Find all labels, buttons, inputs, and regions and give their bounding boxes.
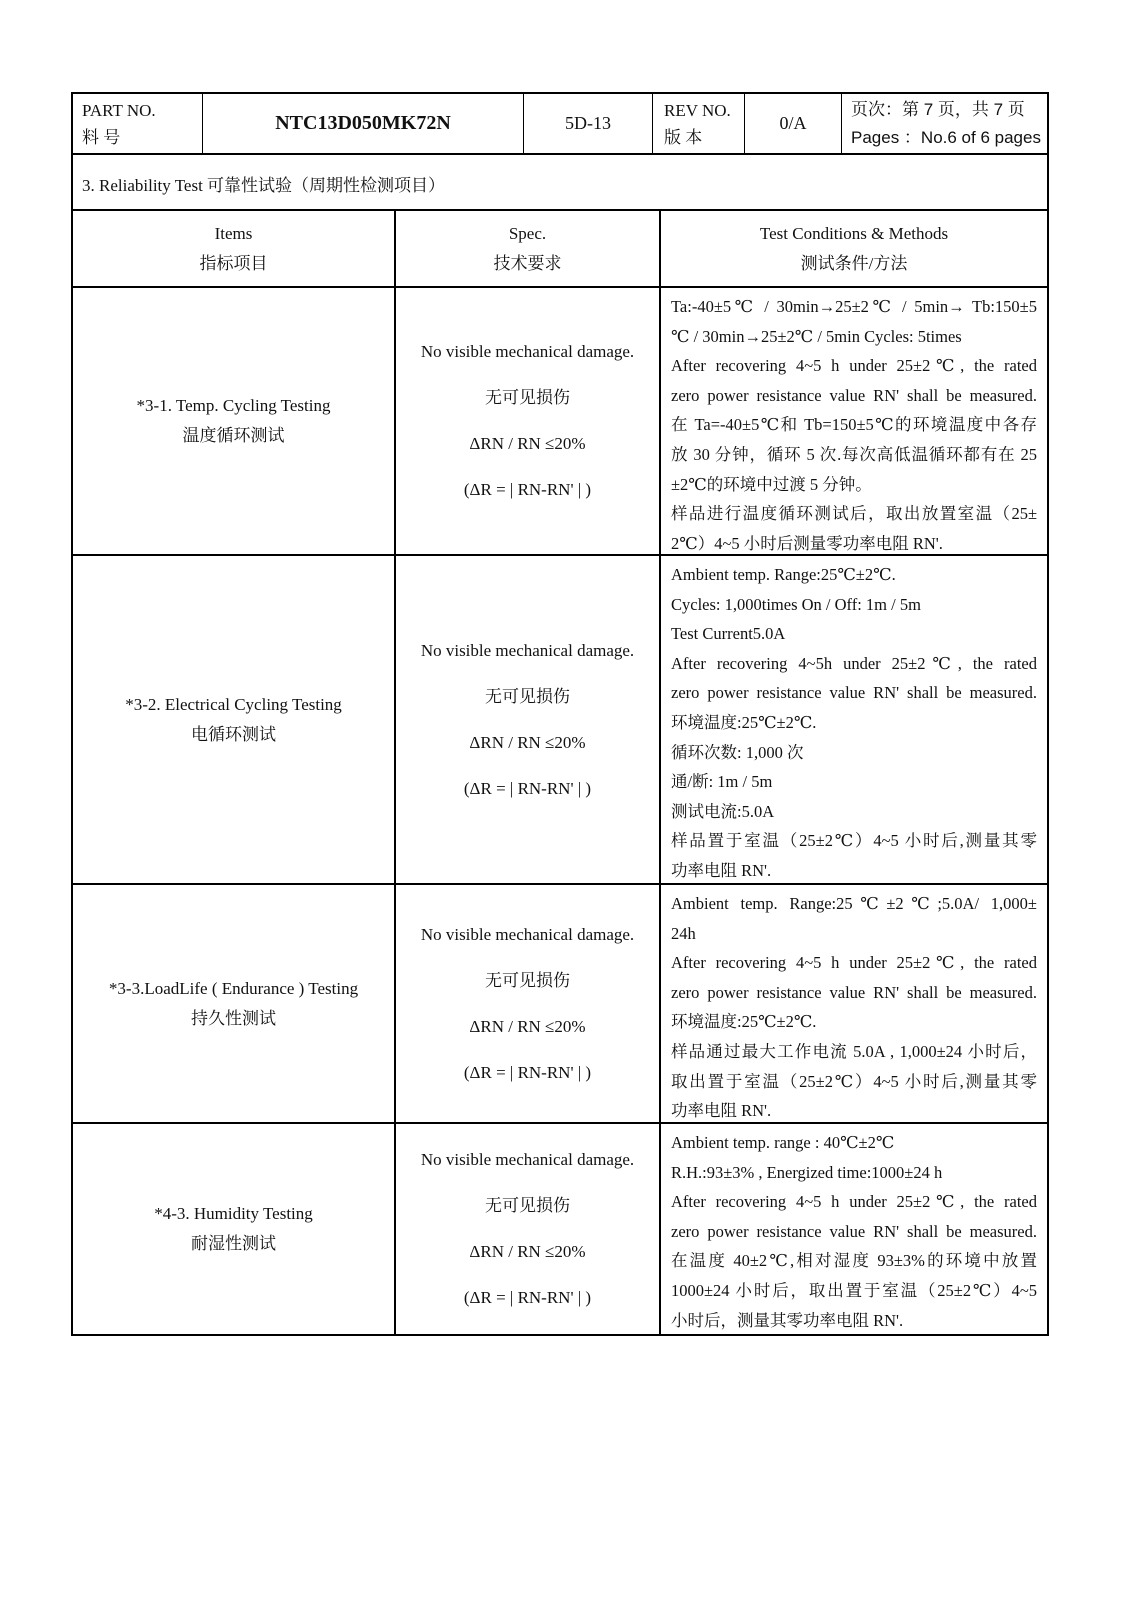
condition-line: Test Current5.0A [671, 624, 786, 644]
table-row [73, 885, 1047, 1124]
spec-cell [396, 288, 661, 554]
item-name-en: *3-2. Electrical Cycling Testing [125, 694, 342, 714]
part-number-label [73, 94, 203, 153]
condition-line: Ambient temp. Range:25℃±2℃;5.0A/ 1,000± [671, 894, 1037, 913]
item-name-cn: 电循环测试 [191, 724, 276, 744]
page-info-en: Pages ：No.6 of 6 pages [851, 128, 1041, 147]
part-label-cn: 料 号 [82, 128, 121, 147]
condition-line: 在温度 40±2℃,相对湿度 93±3%的环境中放置 [671, 1251, 1037, 1271]
condition-line: 取出置于室温（25±2℃）4~5 小时后,测量其零 [671, 1071, 1037, 1091]
conditions-header-cn: 测试条件/方法 [800, 253, 908, 273]
rev-label-cn: 版 本 [664, 128, 703, 147]
item-name-en: *3-3.LoadLife ( Endurance ) Testing [108, 978, 359, 998]
revision-value: 0/A [745, 94, 842, 153]
spec-line: ΔRN / RN ≤20% [469, 732, 586, 752]
condition-line: After recovering 4~5 h under 25±2℃, the rated [671, 953, 1037, 973]
spec-cell [396, 1124, 661, 1334]
condition-line: After recovering 4~5h under 25±2℃, the rated [671, 653, 1037, 673]
condition-line: R.H.:93±3% , Energized time:1000±24 h [671, 1162, 943, 1182]
spec-line: (ΔR = | RN-RN' | ) [463, 1288, 592, 1307]
rev-label-en: REV NO. [664, 101, 731, 120]
condition-line: Ambient temp. Range:25℃±2℃. [671, 565, 896, 584]
condition-line: Ta:-40±5℃ / 30min→25±2℃ / 5min→ Tb:150±5 [671, 297, 1037, 316]
condition-line: 通/断: 1m / 5m [671, 772, 773, 792]
items-header [73, 211, 396, 286]
conditions-cell [661, 885, 1047, 1122]
item-cell [73, 1124, 396, 1334]
document-code: 5D-13 [524, 94, 653, 153]
spec-header [396, 211, 661, 286]
condition-line: 功率电阻 RN'. [671, 860, 772, 880]
spec-line: ΔRN / RN ≤20% [469, 1016, 586, 1036]
condition-line: 1000±24 小时后，取出置于室温（25±2℃）4~5 [671, 1280, 1037, 1300]
table-row [73, 1124, 1047, 1334]
condition-line: ℃ / 30min→25±2℃ / 5min Cycles: 5times [671, 326, 962, 346]
condition-line: 2℃）4~5 小时后测量零功率电阻 RN'. [671, 533, 943, 553]
condition-line: 样品置于室温（25±2℃）4~5 小时后,测量其零 [671, 831, 1037, 851]
condition-line: 24h [671, 923, 696, 943]
part-number: NTC13D050MK72N [203, 94, 524, 153]
reliability-table [71, 155, 1049, 1336]
page-info [842, 94, 1047, 153]
condition-line: 循环次数: 1,000 次 [671, 742, 804, 762]
item-cell [73, 885, 396, 1122]
spec-line: No visible mechanical damage. [420, 924, 635, 944]
conditions-header-en: Test Conditions & Methods [759, 223, 949, 243]
table-header-row [73, 211, 1047, 288]
document-header [71, 92, 1049, 155]
spec-line: No visible mechanical damage. [420, 342, 635, 361]
items-header-cn: 指标项目 [199, 253, 268, 273]
condition-line: zero power resistance value RN' shall be measured. [671, 1221, 1037, 1241]
spec-line: 无可见损伤 [485, 970, 570, 990]
item-name-en: *4-3. Humidity Testing [154, 1204, 313, 1223]
condition-line: 样品进行温度循环测试后，取出放置室温（25± [671, 504, 1037, 524]
condition-line: After recovering 4~5 h under 25±2℃, the rated [671, 356, 1037, 376]
section-title: 3. Reliability Test 可靠性试验（周期性检测项目） [73, 155, 1047, 211]
conditions-cell [661, 1124, 1047, 1334]
spec-line: 无可见损伤 [485, 388, 570, 407]
spec-line: (ΔR = | RN-RN' | ) [463, 1062, 592, 1082]
spec-header-en: Spec. [508, 223, 547, 243]
table-row [73, 556, 1047, 885]
spec-line: ΔRN / RN ≤20% [469, 434, 586, 453]
spec-line: ΔRN / RN ≤20% [469, 1242, 586, 1261]
conditions-cell [661, 556, 1047, 883]
condition-line: Cycles: 1,000times On / Off: 1m / 5m [671, 594, 921, 614]
spec-line: No visible mechanical damage. [420, 640, 635, 660]
spec-line: (ΔR = | RN-RN' | ) [463, 480, 592, 499]
item-cell [73, 288, 396, 554]
conditions-header [661, 211, 1047, 286]
condition-line: zero power resistance value RN' shall be measured. [671, 683, 1037, 703]
table-row [73, 288, 1047, 556]
page-info-cn: 页次：第 7 页，共 7 页 [851, 100, 1025, 119]
spec-header-cn: 技术要求 [493, 253, 562, 273]
item-name-cn: 温度循环测试 [182, 426, 285, 445]
condition-line: 环境温度:25℃±2℃. [671, 712, 817, 732]
items-header-en: Items [214, 223, 253, 243]
condition-line: 放 30 分钟，循环 5 次.每次高低温循环都有在 25 [671, 444, 1037, 464]
condition-line: ±2℃的环境中过渡 5 分钟。 [671, 474, 872, 494]
condition-line: 小时后，测量其零功率电阻 RN'. [671, 1310, 904, 1330]
spec-line: No visible mechanical damage. [420, 1150, 635, 1169]
item-name-en: *3-1. Temp. Cycling Testing [136, 396, 331, 415]
condition-line: Ambient temp. range : 40℃±2℃ [671, 1133, 895, 1152]
part-label-en: PART NO. [82, 101, 156, 120]
condition-line: zero power resistance value RN' shall be measured. [671, 982, 1037, 1002]
condition-line: zero power resistance value RN' shall be measured. [671, 385, 1037, 405]
spec-line: 无可见损伤 [485, 1196, 570, 1215]
item-name-cn: 持久性测试 [191, 1008, 276, 1028]
condition-line: 功率电阻 RN'. [671, 1101, 772, 1121]
item-name-cn: 耐湿性测试 [191, 1234, 276, 1253]
spec-line: 无可见损伤 [485, 686, 570, 706]
condition-line: 环境温度:25℃±2℃. [671, 1012, 817, 1032]
conditions-cell [661, 288, 1047, 554]
condition-line: 在 Ta=-40±5℃和 Tb=150±5℃的环境温度中各存 [671, 415, 1037, 435]
spec-cell [396, 885, 661, 1122]
spec-line: (ΔR = | RN-RN' | ) [463, 778, 592, 798]
condition-line: 样品通过最大工作电流 5.0A , 1,000±24 小时后， [671, 1041, 1037, 1061]
condition-line: After recovering 4~5 h under 25±2℃, the rated [671, 1192, 1037, 1212]
spec-cell [396, 556, 661, 883]
revision-label [653, 94, 745, 153]
item-cell [73, 556, 396, 883]
condition-line: 测试电流:5.0A [671, 801, 775, 821]
